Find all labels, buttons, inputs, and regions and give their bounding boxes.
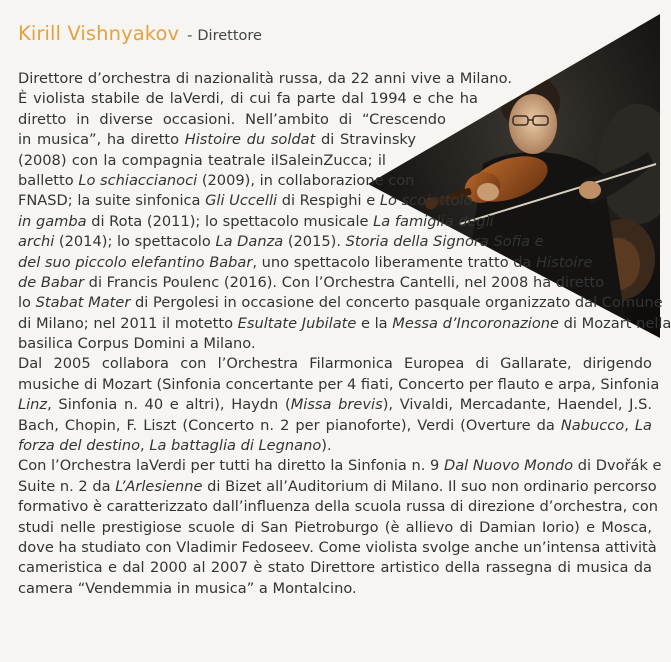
text-line bbox=[18, 89, 478, 109]
text-line bbox=[18, 416, 652, 436]
text-run: , bbox=[140, 437, 150, 455]
text-run: di Pergolesi in occasione del concerto pasquale organizzato dal Comune bbox=[130, 294, 663, 312]
text-run: cameristica e dal 2000 al 2007 è stato Direttore artistico della rassegna di musica da bbox=[18, 559, 652, 577]
biography-text bbox=[18, 69, 671, 599]
text-line bbox=[18, 253, 593, 273]
text-run: di Dvořák e bbox=[573, 457, 662, 475]
italic-title: Histoire bbox=[536, 253, 593, 271]
text-run: basilica Corpus Domini a Milano. bbox=[18, 335, 256, 353]
text-run: Con l’Orchestra laVerdi per tutti ha diretto la Sinfonia n. 9 bbox=[18, 457, 444, 475]
italic-title: Storia della Signora Sofia e bbox=[345, 233, 544, 251]
text-line bbox=[18, 232, 544, 252]
text-run: , uno spettacolo liberamente tratto da bbox=[252, 253, 537, 271]
text-run: lo bbox=[18, 294, 36, 312]
header bbox=[18, 22, 262, 45]
text-line bbox=[18, 579, 357, 599]
italic-title: La battaglia di Legnano bbox=[149, 437, 322, 455]
italic-title: Missa brevis bbox=[290, 396, 383, 414]
text-run: di Respighi e bbox=[277, 192, 380, 210]
italic-title: forza del destino bbox=[18, 437, 141, 455]
text-run: di Mozart nella bbox=[559, 314, 671, 332]
italic-title: La bbox=[634, 416, 652, 434]
text-line bbox=[18, 538, 657, 558]
text-line bbox=[18, 436, 332, 456]
text-run: di Rota (2011); lo spettacolo musicale bbox=[86, 212, 374, 230]
text-line bbox=[18, 395, 652, 415]
italic-title: Messa d’Incoronazione bbox=[392, 314, 560, 332]
italic-title: del suo piccolo elefantino Babar bbox=[18, 253, 253, 271]
text-run: di Francis Poulenc (2016). Con l’Orchestra Cantelli, nel 2008 ha diretto bbox=[84, 273, 605, 291]
text-run: , bbox=[624, 416, 635, 434]
text-line bbox=[18, 293, 663, 313]
text-line bbox=[18, 110, 446, 130]
text-line bbox=[18, 212, 494, 232]
text-run: (2009), in collaborazione con bbox=[197, 171, 415, 189]
text-line bbox=[18, 497, 659, 517]
text-run: di Stravinsky bbox=[315, 131, 417, 149]
italic-title: La famiglia degli bbox=[373, 212, 494, 230]
text-run: (2014); lo spettacolo bbox=[54, 233, 216, 251]
text-run: (2015). bbox=[283, 233, 346, 251]
text-run: (2008) con la compagnia teatrale ilSaleinZucca; il bbox=[18, 151, 386, 169]
text-run: formativo è caratterizzato dall’influenza della scuola russa di direzione d’orchestra, con bbox=[18, 498, 659, 516]
italic-title: L’Arlesienne bbox=[115, 477, 203, 495]
text-run: in musica”, ha diretto bbox=[18, 131, 185, 149]
italic-title: Lo schiaccianoci bbox=[78, 171, 198, 189]
text-run: e la bbox=[356, 314, 393, 332]
text-run: Suite n. 2 da bbox=[18, 477, 116, 495]
text-line bbox=[18, 273, 605, 293]
text-line bbox=[18, 130, 416, 150]
text-line bbox=[18, 151, 386, 171]
text-run: musiche di Mozart (Sinfonia concertante per 4 fiati, Concerto per flauto e arpa, Sinfonia bbox=[18, 375, 660, 393]
text-line bbox=[18, 171, 415, 191]
text-line bbox=[18, 69, 512, 89]
text-run: È violista stabile de laVerdi, di cui fa parte dal 1994 e che ha bbox=[18, 90, 478, 108]
biography-paragraph bbox=[18, 354, 660, 456]
text-run: studi nelle prestigiose scuole di San Pietroburgo (è allievo di Damian Iorio) e Mosca, bbox=[18, 518, 652, 536]
text-run: dove ha studiato con Vladimir Fedoseev. Come violista svolge anche un’intensa attività bbox=[18, 538, 657, 556]
italic-title: in gamba bbox=[18, 212, 87, 230]
text-line bbox=[18, 477, 657, 497]
text-run: Bach, Chopin, F. Liszt (Concerto n. 2 per pianoforte), Verdi (Overture da bbox=[18, 416, 561, 434]
text-run: , Sinfonia n. 40 e altri), Haydn ( bbox=[47, 396, 291, 414]
conductor-role: Direttore bbox=[197, 28, 262, 44]
text-line bbox=[18, 518, 652, 538]
text-run: balletto bbox=[18, 171, 79, 189]
text-line bbox=[18, 354, 652, 374]
biography-paragraph bbox=[18, 69, 671, 354]
italic-title: archi bbox=[18, 233, 55, 251]
text-line bbox=[18, 191, 473, 211]
italic-title: Dal Nuovo Mondo bbox=[443, 457, 574, 475]
italic-title: Histoire du soldat bbox=[184, 131, 316, 149]
italic-title: de Babar bbox=[18, 273, 85, 291]
italic-title: Linz bbox=[18, 396, 48, 414]
text-run: ). bbox=[321, 437, 332, 455]
text-line bbox=[18, 334, 256, 354]
italic-title: La Danza bbox=[215, 233, 284, 251]
italic-title: Stabat Mater bbox=[35, 294, 131, 312]
italic-title: Lo scoiattolo bbox=[379, 192, 473, 210]
text-line bbox=[18, 456, 662, 476]
header-separator: - bbox=[187, 28, 193, 44]
text-run: camera “Vendemmia in musica” a Montalcino. bbox=[18, 579, 357, 597]
text-line bbox=[18, 375, 660, 395]
text-run: ), Vivaldi, Mercadante, Haendel, J.S. bbox=[382, 396, 652, 414]
text-run: di Bizet all’Auditorium di Milano. Il suo non ordinario percorso bbox=[202, 477, 657, 495]
biography-paragraph bbox=[18, 456, 662, 599]
conductor-name: Kirill Vishnyakov bbox=[18, 22, 180, 45]
text-run: FNASD; la suite sinfonica bbox=[18, 192, 206, 210]
text-run: Direttore d’orchestra di nazionalità russa, da 22 anni vive a Milano. bbox=[18, 70, 512, 87]
italic-title: Nabucco bbox=[560, 416, 625, 434]
text-run: di Milano; nel 2011 il motetto bbox=[18, 314, 238, 332]
text-run: Dal 2005 collabora con l’Orchestra Filarmonica Europea di Gallarate, dirigendo bbox=[18, 355, 652, 373]
text-line bbox=[18, 314, 671, 334]
text-line bbox=[18, 558, 652, 578]
italic-title: Esultate Jubilate bbox=[237, 314, 357, 332]
italic-title: Gli Uccelli bbox=[205, 192, 278, 210]
text-run: diretto in diverse occasioni. Nell’ambito di “Crescendo bbox=[18, 110, 446, 128]
